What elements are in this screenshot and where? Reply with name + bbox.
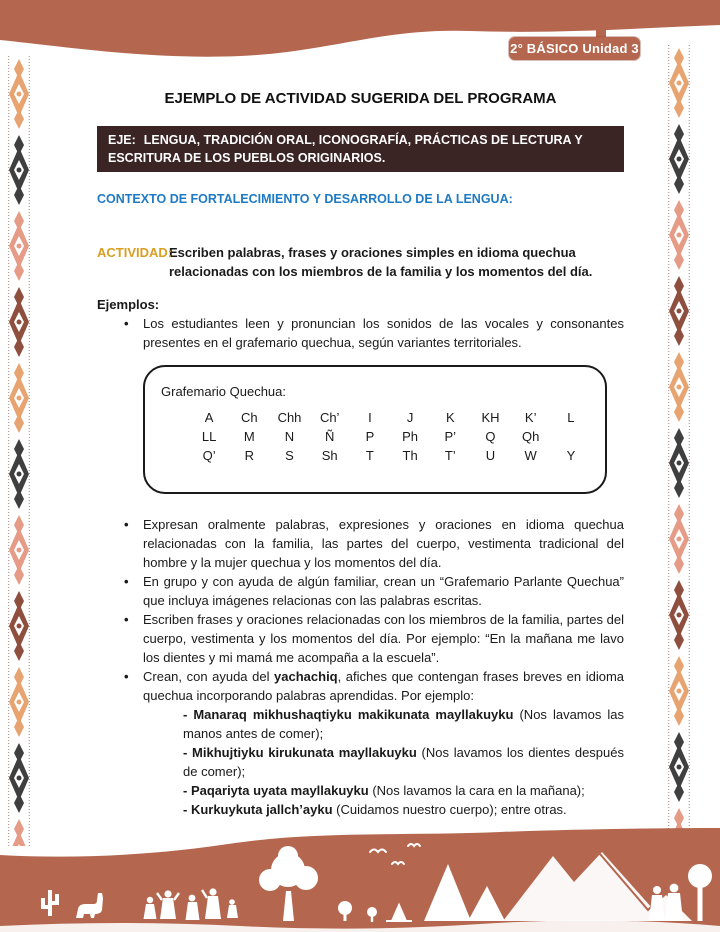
grafemario-letter: N	[284, 429, 295, 444]
unit-badge: 2° BÁSICO Unidad 3	[509, 37, 640, 60]
quechua-phrase: - Kurkuykuta jallch’ayku	[183, 802, 333, 817]
afiche-example	[183, 705, 624, 743]
grafemario-letter: Th	[402, 448, 418, 463]
footer-silhouette-art	[0, 828, 720, 932]
eje-text: LENGUA, TRADICIÓN ORAL, ICONOGRAFÍA, PRÁCTICAS DE LECTURA Y ESCRITURA DE LOS PUEBLOS ORIGINARIOS.	[108, 133, 583, 165]
eje-label: EJE:	[108, 133, 136, 147]
grafemario-letter: P’	[444, 429, 457, 444]
afiche-example	[183, 743, 624, 781]
contexto-heading: CONTEXTO DE FORTALECIMIENTO Y DESARROLLO DE LA LENGUA:	[97, 192, 513, 206]
grafemario-letter: M	[243, 429, 255, 444]
actividad-paragraph	[97, 243, 624, 281]
grafemario-letter: Ph	[402, 429, 419, 444]
afiche-examples	[183, 705, 624, 819]
intro-bullet-list	[97, 314, 624, 352]
actividad-text: Escriben palabras, frases y oraciones simples en idioma quechua relacionadas con los miembros de la familia y los momentos del día.	[169, 245, 593, 279]
grafemario-letter: U	[485, 448, 496, 463]
quechua-phrase: - Mikhujtiyku kirukunata mayllakuyku	[183, 745, 417, 760]
campfire-icon	[386, 905, 412, 921]
list-item: • Escriben frases y oraciones relacionadas con los miembros de la familia, partes del cuerpo, vestimenta y los momentos del día. Por ejemplo: “En la mañana me lavo los dientes y mi mamá me acompaña a la escuela”.	[97, 610, 624, 667]
grafemario-box	[143, 365, 607, 494]
list-item	[97, 667, 624, 819]
grafemario-letter: S	[285, 448, 294, 463]
grafemario-letter: Q	[485, 429, 496, 444]
grafemario-letter: Q’	[202, 448, 216, 463]
right-figures	[649, 864, 712, 921]
afiche-example	[183, 800, 624, 819]
list-item: • Expresan oralmente palabras, expresiones y oraciones en idioma quechua relacionadas con la familia, las partes del cuerpo, vestimenta tradicional del hombre y la mujer quechua y los momentos del día.	[97, 515, 624, 572]
crean-text-pre: Crean, con ayuda del	[143, 669, 275, 684]
grafemario-letter: Chh	[277, 410, 302, 425]
afiche-example	[183, 781, 624, 800]
people-silhouettes	[144, 888, 239, 920]
grafemario-letter: T	[365, 448, 374, 463]
ethnic-border-left-pattern	[8, 56, 30, 846]
quechua-phrase: - Paqariyta uyata mayllakuyku	[183, 783, 369, 798]
actividad-label: ACTIVIDAD:	[97, 245, 173, 260]
spanish-translation: (Nos lavamos las manos antes de comer);	[183, 707, 625, 741]
cactus-icon	[43, 890, 57, 916]
grafemario-letter: R	[244, 448, 254, 463]
eje-banner	[97, 126, 624, 172]
grafemario-letter: P	[365, 429, 375, 444]
list-item: • En grupo y con ayuda de algún familiar, crean un “Grafemario Parlante Quechua” que incluya imágenes relacionas con las palabras escritas.	[97, 572, 624, 610]
activity-bullet-list	[97, 515, 624, 819]
crean-text-post: , afiches que contengan frases breves en idioma quechua incorporando palabras aprendidas. Por ejemplo:	[143, 669, 624, 703]
grafemario-letter: A	[204, 410, 214, 425]
bird-icons	[370, 844, 420, 864]
tree-icon	[259, 846, 318, 921]
grafemario-letter: W	[524, 448, 537, 463]
tent-icon	[424, 864, 471, 921]
quechua-phrase: - Manaraq mikhushaqtiyku makikunata mayllakuyku	[183, 707, 514, 722]
yachachiq-term: yachachiq	[274, 669, 338, 684]
grafemario-letter: Sh	[321, 448, 338, 463]
grafemario-letter: KH	[481, 410, 500, 425]
llama-icon	[76, 893, 103, 918]
grafemario-letter: I	[368, 410, 372, 425]
grafemario-letter	[551, 427, 591, 446]
grafemario-letter: LL	[201, 429, 217, 444]
ethnic-border-right-pattern	[668, 45, 690, 838]
grafemario-grid	[161, 408, 591, 465]
grafemario-letter: K	[445, 410, 455, 425]
grafemario-letter: Ch’	[319, 410, 340, 425]
spanish-translation: (Cuidamos nuestro cuerpo); entre otras.	[332, 802, 567, 817]
page-title: EJEMPLO DE ACTIVIDAD SUGERIDA DEL PROGRAMA	[164, 90, 557, 107]
list-item: • Los estudiantes leen y pronuncian los sonidos de las vocales y consonantes presentes en el grafemario quechua, según variantes territoriales.	[97, 314, 624, 352]
bush-icon	[338, 901, 352, 915]
grafemario-letter: K’	[524, 410, 537, 425]
grafemario-letter: Ch	[240, 410, 258, 425]
mountain-icon	[503, 852, 692, 921]
grafemario-letter: Qh	[522, 429, 540, 444]
grafemario-title: Grafemario Quechua:	[161, 384, 287, 399]
ejemplos-label: Ejemplos:	[97, 297, 160, 312]
grafemario-letter: L	[567, 410, 575, 425]
grafemario-letter: Ñ	[325, 429, 335, 444]
spanish-translation: (Nos lavamos los dientes después de comer);	[183, 745, 624, 779]
page-content	[97, 84, 624, 819]
grafemario-letter: Y	[566, 448, 576, 463]
spanish-translation: (Nos lavamos la cara en la mañana);	[368, 783, 585, 798]
grafemario-letter: J	[406, 410, 414, 425]
grafemario-letter: T’	[444, 448, 456, 463]
